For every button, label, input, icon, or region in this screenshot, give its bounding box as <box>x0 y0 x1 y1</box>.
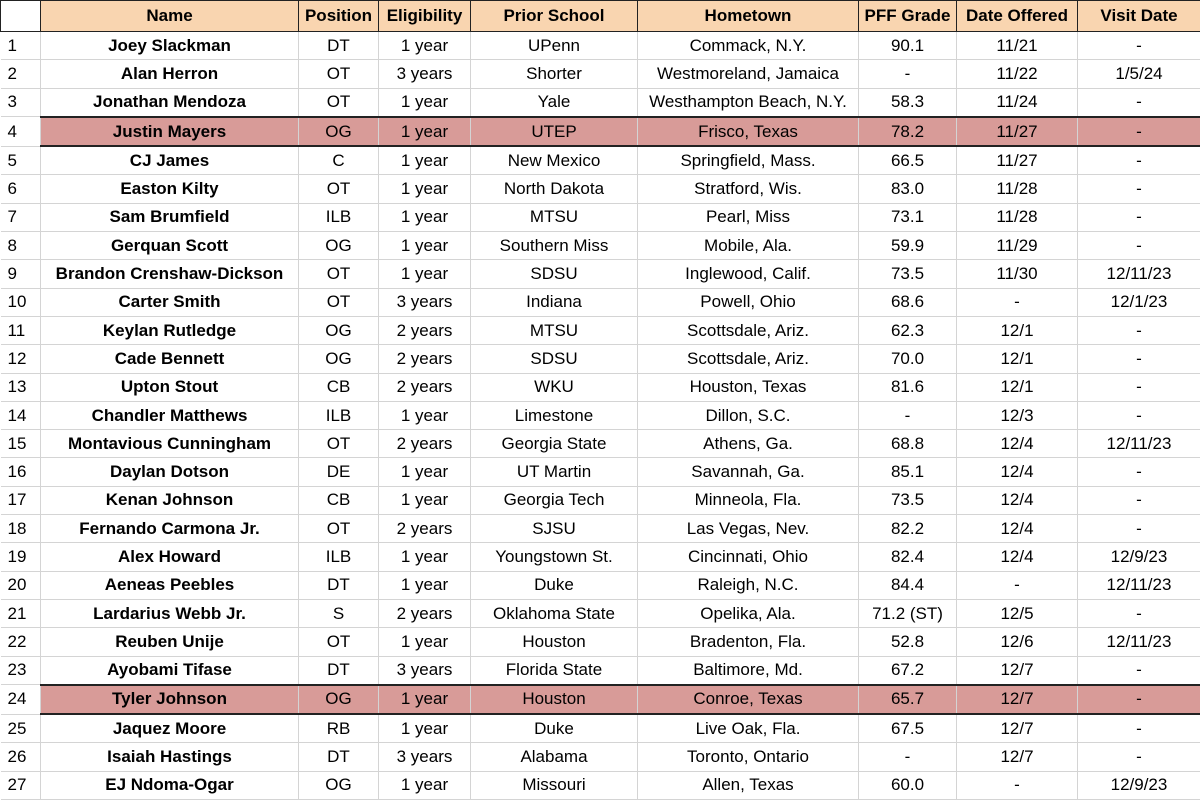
table-row <box>1 260 1200 288</box>
table-row <box>1 430 1200 458</box>
prior-school-cell[interactable]: UPenn <box>471 32 638 60</box>
hometown-cell[interactable]: Live Oak, Fla. <box>638 714 859 743</box>
pff-grade-cell[interactable]: 78.2 <box>859 117 957 146</box>
row-number[interactable]: 23 <box>1 656 41 685</box>
eligibility-cell[interactable]: 1 year <box>379 117 471 146</box>
player-name[interactable]: Kenan Johnson <box>41 486 299 514</box>
date-offered-cell[interactable]: 12/7 <box>957 656 1078 685</box>
player-name[interactable]: Ayobami Tifase <box>41 656 299 685</box>
row-number[interactable]: 17 <box>1 486 41 514</box>
date-offered-cell[interactable]: 11/24 <box>957 88 1078 117</box>
row-number[interactable]: 2 <box>1 60 41 88</box>
position-cell[interactable]: OT <box>299 515 379 543</box>
pff-grade-cell[interactable]: 58.3 <box>859 88 957 117</box>
table-row <box>1 628 1200 656</box>
header-name[interactable]: Name <box>41 1 299 32</box>
visit-date-cell[interactable]: - <box>1078 401 1200 429</box>
player-name[interactable]: Alan Herron <box>41 60 299 88</box>
hometown-cell[interactable]: Frisco, Texas <box>638 117 859 146</box>
header-eligibility[interactable]: Eligibility <box>379 1 471 32</box>
visit-date-cell[interactable]: 12/1/23 <box>1078 288 1200 316</box>
position-cell[interactable]: OT <box>299 430 379 458</box>
player-name[interactable]: Reuben Unije <box>41 628 299 656</box>
date-offered-cell[interactable]: 11/22 <box>957 60 1078 88</box>
eligibility-cell[interactable]: 2 years <box>379 599 471 627</box>
pff-grade-cell[interactable]: - <box>859 401 957 429</box>
position-cell[interactable]: C <box>299 146 379 175</box>
row-number[interactable]: 9 <box>1 260 41 288</box>
table-row <box>1 60 1200 88</box>
table-row <box>1 515 1200 543</box>
pff-grade-cell[interactable]: 60.0 <box>859 771 957 799</box>
visit-date-cell[interactable]: - <box>1078 232 1200 260</box>
prior-school-cell[interactable]: UT Martin <box>471 458 638 486</box>
row-number[interactable]: 13 <box>1 373 41 401</box>
date-offered-cell[interactable]: 11/21 <box>957 32 1078 60</box>
prior-school-cell[interactable]: Oklahoma State <box>471 599 638 627</box>
position-cell[interactable]: OT <box>299 260 379 288</box>
position-cell[interactable]: OT <box>299 628 379 656</box>
visit-date-cell[interactable]: 12/9/23 <box>1078 771 1200 799</box>
pff-grade-cell[interactable]: 71.2 (ST) <box>859 599 957 627</box>
table-row <box>1 714 1200 743</box>
date-offered-cell[interactable]: 12/7 <box>957 743 1078 771</box>
hometown-cell[interactable]: Allen, Texas <box>638 771 859 799</box>
date-offered-cell[interactable]: 11/29 <box>957 232 1078 260</box>
eligibility-cell[interactable]: 1 year <box>379 88 471 117</box>
eligibility-cell[interactable]: 1 year <box>379 32 471 60</box>
hometown-cell[interactable]: Bradenton, Fla. <box>638 628 859 656</box>
player-name[interactable]: Fernando Carmona Jr. <box>41 515 299 543</box>
eligibility-cell[interactable]: 2 years <box>379 515 471 543</box>
visit-date-cell[interactable]: - <box>1078 743 1200 771</box>
visit-date-cell[interactable]: - <box>1078 714 1200 743</box>
hometown-cell[interactable]: Athens, Ga. <box>638 430 859 458</box>
hometown-cell[interactable]: Dillon, S.C. <box>638 401 859 429</box>
pff-grade-cell[interactable]: 67.2 <box>859 656 957 685</box>
eligibility-cell[interactable]: 1 year <box>379 175 471 203</box>
position-cell[interactable]: OT <box>299 88 379 117</box>
player-name[interactable]: Sam Brumfield <box>41 203 299 231</box>
player-name[interactable]: Cade Bennett <box>41 345 299 373</box>
hometown-cell[interactable]: Stratford, Wis. <box>638 175 859 203</box>
position-cell[interactable]: OG <box>299 117 379 146</box>
header-visit-date[interactable]: Visit Date <box>1078 1 1200 32</box>
date-offered-cell[interactable]: 12/5 <box>957 599 1078 627</box>
hometown-cell[interactable]: Cincinnati, Ohio <box>638 543 859 571</box>
hometown-cell[interactable]: Westhampton Beach, N.Y. <box>638 88 859 117</box>
table-row <box>1 743 1200 771</box>
visit-date-cell[interactable]: - <box>1078 345 1200 373</box>
eligibility-cell[interactable]: 1 year <box>379 146 471 175</box>
hometown-cell[interactable]: Conroe, Texas <box>638 685 859 714</box>
header-position[interactable]: Position <box>299 1 379 32</box>
table-row <box>1 656 1200 685</box>
eligibility-cell[interactable]: 3 years <box>379 288 471 316</box>
prior-school-cell[interactable]: Youngstown St. <box>471 543 638 571</box>
date-offered-cell[interactable]: 11/30 <box>957 260 1078 288</box>
table-row <box>1 288 1200 316</box>
table-row <box>1 316 1200 344</box>
date-offered-cell[interactable]: 12/1 <box>957 345 1078 373</box>
hometown-cell[interactable]: Scottsdale, Ariz. <box>638 316 859 344</box>
prior-school-cell[interactable]: Yale <box>471 88 638 117</box>
prior-school-cell[interactable]: MTSU <box>471 203 638 231</box>
table-row <box>1 345 1200 373</box>
row-number[interactable]: 22 <box>1 628 41 656</box>
player-name[interactable]: Easton Kilty <box>41 175 299 203</box>
player-name[interactable]: Upton Stout <box>41 373 299 401</box>
visit-date-cell[interactable]: 12/9/23 <box>1078 543 1200 571</box>
position-cell[interactable]: OG <box>299 685 379 714</box>
row-number[interactable]: 25 <box>1 714 41 743</box>
prior-school-cell[interactable]: SJSU <box>471 515 638 543</box>
table-row <box>1 117 1200 146</box>
position-cell[interactable]: RB <box>299 714 379 743</box>
table-row <box>1 771 1200 799</box>
player-name[interactable]: Alex Howard <box>41 543 299 571</box>
date-offered-cell[interactable]: 12/1 <box>957 373 1078 401</box>
eligibility-cell[interactable]: 2 years <box>379 345 471 373</box>
table-row <box>1 401 1200 429</box>
prior-school-cell[interactable]: North Dakota <box>471 175 638 203</box>
player-name[interactable]: Aeneas Peebles <box>41 571 299 599</box>
hometown-cell[interactable]: Pearl, Miss <box>638 203 859 231</box>
prior-school-cell[interactable]: Duke <box>471 571 638 599</box>
row-number[interactable]: 12 <box>1 345 41 373</box>
prior-school-cell[interactable]: Indiana <box>471 288 638 316</box>
pff-grade-cell[interactable]: - <box>859 60 957 88</box>
position-cell[interactable]: OT <box>299 175 379 203</box>
player-name[interactable]: Carter Smith <box>41 288 299 316</box>
table-row <box>1 571 1200 599</box>
player-name[interactable]: Jonathan Mendoza <box>41 88 299 117</box>
prior-school-cell[interactable]: Georgia State <box>471 430 638 458</box>
pff-grade-cell[interactable]: 81.6 <box>859 373 957 401</box>
pff-grade-cell[interactable]: 66.5 <box>859 146 957 175</box>
row-number[interactable]: 8 <box>1 232 41 260</box>
table-body <box>1 32 1200 800</box>
row-number[interactable]: 5 <box>1 146 41 175</box>
position-cell[interactable]: CB <box>299 373 379 401</box>
eligibility-cell[interactable]: 2 years <box>379 430 471 458</box>
pff-grade-cell[interactable]: - <box>859 743 957 771</box>
position-cell[interactable]: OT <box>299 288 379 316</box>
header-prior-school[interactable]: Prior School <box>471 1 638 32</box>
pff-grade-cell[interactable]: 52.8 <box>859 628 957 656</box>
prior-school-cell[interactable]: Missouri <box>471 771 638 799</box>
visit-date-cell[interactable]: - <box>1078 203 1200 231</box>
row-number[interactable]: 14 <box>1 401 41 429</box>
table-row <box>1 88 1200 117</box>
position-cell[interactable]: DT <box>299 571 379 599</box>
header-row <box>1 1 1200 32</box>
date-offered-cell[interactable]: 12/4 <box>957 543 1078 571</box>
row-number[interactable]: 26 <box>1 743 41 771</box>
eligibility-cell[interactable]: 1 year <box>379 543 471 571</box>
eligibility-cell[interactable]: 1 year <box>379 232 471 260</box>
hometown-cell[interactable]: Houston, Texas <box>638 373 859 401</box>
position-cell[interactable]: OG <box>299 345 379 373</box>
eligibility-cell[interactable]: 1 year <box>379 685 471 714</box>
visit-date-cell[interactable]: - <box>1078 32 1200 60</box>
row-number[interactable]: 19 <box>1 543 41 571</box>
prior-school-cell[interactable]: Limestone <box>471 401 638 429</box>
table-row <box>1 203 1200 231</box>
row-number[interactable]: 20 <box>1 571 41 599</box>
table-row <box>1 458 1200 486</box>
position-cell[interactable]: OT <box>299 60 379 88</box>
eligibility-cell[interactable]: 3 years <box>379 60 471 88</box>
visit-date-cell[interactable]: 12/11/23 <box>1078 571 1200 599</box>
row-number[interactable]: 11 <box>1 316 41 344</box>
prior-school-cell[interactable]: Houston <box>471 685 638 714</box>
header-hometown[interactable]: Hometown <box>638 1 859 32</box>
eligibility-cell[interactable]: 2 years <box>379 316 471 344</box>
player-name[interactable]: Daylan Dotson <box>41 458 299 486</box>
visit-date-cell[interactable]: - <box>1078 599 1200 627</box>
hometown-cell[interactable]: Minneola, Fla. <box>638 486 859 514</box>
table-row <box>1 32 1200 60</box>
visit-date-cell[interactable]: 12/11/23 <box>1078 430 1200 458</box>
pff-grade-cell[interactable]: 70.0 <box>859 345 957 373</box>
pff-grade-cell[interactable]: 62.3 <box>859 316 957 344</box>
date-offered-cell[interactable]: 11/28 <box>957 175 1078 203</box>
date-offered-cell[interactable]: 12/6 <box>957 628 1078 656</box>
eligibility-cell[interactable]: 3 years <box>379 656 471 685</box>
eligibility-cell[interactable]: 1 year <box>379 771 471 799</box>
pff-grade-cell[interactable]: 73.1 <box>859 203 957 231</box>
position-cell[interactable]: DT <box>299 656 379 685</box>
visit-date-cell[interactable]: 12/11/23 <box>1078 260 1200 288</box>
date-offered-cell[interactable]: - <box>957 771 1078 799</box>
table-row <box>1 232 1200 260</box>
eligibility-cell[interactable]: 1 year <box>379 203 471 231</box>
player-name[interactable]: Brandon Crenshaw-Dickson <box>41 260 299 288</box>
prior-school-cell[interactable]: Houston <box>471 628 638 656</box>
hometown-cell[interactable]: Commack, N.Y. <box>638 32 859 60</box>
player-name[interactable]: Lardarius Webb Jr. <box>41 599 299 627</box>
row-number[interactable]: 15 <box>1 430 41 458</box>
pff-grade-cell[interactable]: 82.2 <box>859 515 957 543</box>
position-cell[interactable]: ILB <box>299 401 379 429</box>
hometown-cell[interactable]: Opelika, Ala. <box>638 599 859 627</box>
eligibility-cell[interactable]: 1 year <box>379 714 471 743</box>
position-cell[interactable]: DE <box>299 458 379 486</box>
header-pff-grade[interactable]: PFF Grade <box>859 1 957 32</box>
hometown-cell[interactable]: Scottsdale, Ariz. <box>638 345 859 373</box>
row-number[interactable]: 18 <box>1 515 41 543</box>
row-number[interactable]: 3 <box>1 88 41 117</box>
date-offered-cell[interactable]: 12/4 <box>957 515 1078 543</box>
pff-grade-cell[interactable]: 68.6 <box>859 288 957 316</box>
table-row <box>1 543 1200 571</box>
hometown-cell[interactable]: Inglewood, Calif. <box>638 260 859 288</box>
row-number[interactable]: 7 <box>1 203 41 231</box>
row-number[interactable]: 6 <box>1 175 41 203</box>
row-number[interactable]: 4 <box>1 117 41 146</box>
eligibility-cell[interactable]: 1 year <box>379 628 471 656</box>
position-cell[interactable]: ILB <box>299 203 379 231</box>
player-name[interactable]: EJ Ndoma-Ogar <box>41 771 299 799</box>
hometown-cell[interactable]: Savannah, Ga. <box>638 458 859 486</box>
eligibility-cell[interactable]: 1 year <box>379 401 471 429</box>
visit-date-cell[interactable]: - <box>1078 515 1200 543</box>
date-offered-cell[interactable]: 12/4 <box>957 486 1078 514</box>
date-offered-cell[interactable]: 12/4 <box>957 458 1078 486</box>
player-name[interactable]: Keylan Rutledge <box>41 316 299 344</box>
hometown-cell[interactable]: Westmoreland, Jamaica <box>638 60 859 88</box>
header-date-offered[interactable]: Date Offered <box>957 1 1078 32</box>
table-row <box>1 685 1200 714</box>
visit-date-cell[interactable]: - <box>1078 146 1200 175</box>
player-name[interactable]: Joey Slackman <box>41 32 299 60</box>
table-row <box>1 373 1200 401</box>
position-cell[interactable]: DT <box>299 32 379 60</box>
row-number[interactable]: 1 <box>1 32 41 60</box>
table-row <box>1 175 1200 203</box>
visit-date-cell[interactable]: - <box>1078 373 1200 401</box>
eligibility-cell[interactable]: 1 year <box>379 260 471 288</box>
date-offered-cell[interactable]: 12/3 <box>957 401 1078 429</box>
eligibility-cell[interactable]: 3 years <box>379 743 471 771</box>
pff-grade-cell[interactable]: 59.9 <box>859 232 957 260</box>
player-name[interactable]: Montavious Cunningham <box>41 430 299 458</box>
date-offered-cell[interactable]: 11/27 <box>957 117 1078 146</box>
pff-grade-cell[interactable]: 67.5 <box>859 714 957 743</box>
date-offered-cell[interactable]: 12/7 <box>957 685 1078 714</box>
row-number[interactable]: 16 <box>1 458 41 486</box>
visit-date-cell[interactable]: 1/5/24 <box>1078 60 1200 88</box>
prior-school-cell[interactable]: Florida State <box>471 656 638 685</box>
table-row <box>1 146 1200 175</box>
prior-school-cell[interactable]: UTEP <box>471 117 638 146</box>
date-offered-cell[interactable]: - <box>957 288 1078 316</box>
eligibility-cell[interactable]: 1 year <box>379 571 471 599</box>
hometown-cell[interactable]: Las Vegas, Nev. <box>638 515 859 543</box>
date-offered-cell[interactable]: 11/28 <box>957 203 1078 231</box>
hometown-cell[interactable]: Powell, Ohio <box>638 288 859 316</box>
visit-date-cell[interactable]: - <box>1078 486 1200 514</box>
row-number[interactable]: 21 <box>1 599 41 627</box>
player-name[interactable]: Jaquez Moore <box>41 714 299 743</box>
pff-grade-cell[interactable]: 68.8 <box>859 430 957 458</box>
pff-grade-cell[interactable]: 85.1 <box>859 458 957 486</box>
date-offered-cell[interactable]: - <box>957 571 1078 599</box>
table-row <box>1 599 1200 627</box>
pff-grade-cell[interactable]: 90.1 <box>859 32 957 60</box>
table-row <box>1 486 1200 514</box>
visit-date-cell[interactable]: - <box>1078 656 1200 685</box>
visit-date-cell[interactable]: - <box>1078 88 1200 117</box>
hometown-cell[interactable]: Raleigh, N.C. <box>638 571 859 599</box>
header-row-number[interactable] <box>1 1 41 32</box>
prior-school-cell[interactable]: Duke <box>471 714 638 743</box>
position-cell[interactable]: S <box>299 599 379 627</box>
prior-school-cell[interactable]: Southern Miss <box>471 232 638 260</box>
position-cell[interactable]: OG <box>299 316 379 344</box>
player-name[interactable]: CJ James <box>41 146 299 175</box>
date-offered-cell[interactable]: 11/27 <box>957 146 1078 175</box>
pff-grade-cell[interactable]: 73.5 <box>859 486 957 514</box>
hometown-cell[interactable]: Toronto, Ontario <box>638 743 859 771</box>
position-cell[interactable]: DT <box>299 743 379 771</box>
row-number[interactable]: 10 <box>1 288 41 316</box>
position-cell[interactable]: OG <box>299 771 379 799</box>
pff-grade-cell[interactable]: 82.4 <box>859 543 957 571</box>
position-cell[interactable]: ILB <box>299 543 379 571</box>
date-offered-cell[interactable]: 12/1 <box>957 316 1078 344</box>
visit-date-cell[interactable]: - <box>1078 458 1200 486</box>
player-name[interactable]: Isaiah Hastings <box>41 743 299 771</box>
pff-grade-cell[interactable]: 83.0 <box>859 175 957 203</box>
prior-school-cell[interactable]: Shorter <box>471 60 638 88</box>
pff-grade-cell[interactable]: 84.4 <box>859 571 957 599</box>
hometown-cell[interactable]: Baltimore, Md. <box>638 656 859 685</box>
player-name[interactable]: Gerquan Scott <box>41 232 299 260</box>
eligibility-cell[interactable]: 2 years <box>379 373 471 401</box>
prior-school-cell[interactable]: SDSU <box>471 345 638 373</box>
pff-grade-cell[interactable]: 65.7 <box>859 685 957 714</box>
hometown-cell[interactable]: Mobile, Ala. <box>638 232 859 260</box>
hometown-cell[interactable]: Springfield, Mass. <box>638 146 859 175</box>
prior-school-cell[interactable]: Alabama <box>471 743 638 771</box>
pff-grade-cell[interactable]: 73.5 <box>859 260 957 288</box>
visit-date-cell[interactable]: - <box>1078 117 1200 146</box>
prior-school-cell[interactable]: SDSU <box>471 260 638 288</box>
prior-school-cell[interactable]: WKU <box>471 373 638 401</box>
prior-school-cell[interactable]: Georgia Tech <box>471 486 638 514</box>
eligibility-cell[interactable]: 1 year <box>379 486 471 514</box>
row-number[interactable]: 27 <box>1 771 41 799</box>
visit-date-cell[interactable]: - <box>1078 685 1200 714</box>
row-number[interactable]: 24 <box>1 685 41 714</box>
player-name[interactable]: Chandler Matthews <box>41 401 299 429</box>
visit-date-cell[interactable]: - <box>1078 316 1200 344</box>
date-offered-cell[interactable]: 12/4 <box>957 430 1078 458</box>
position-cell[interactable]: OG <box>299 232 379 260</box>
date-offered-cell[interactable]: 12/7 <box>957 714 1078 743</box>
eligibility-cell[interactable]: 1 year <box>379 458 471 486</box>
prior-school-cell[interactable]: New Mexico <box>471 146 638 175</box>
visit-date-cell[interactable]: 12/11/23 <box>1078 628 1200 656</box>
player-name[interactable]: Tyler Johnson <box>41 685 299 714</box>
prior-school-cell[interactable]: MTSU <box>471 316 638 344</box>
player-name[interactable]: Justin Mayers <box>41 117 299 146</box>
visit-date-cell[interactable]: - <box>1078 175 1200 203</box>
position-cell[interactable]: CB <box>299 486 379 514</box>
